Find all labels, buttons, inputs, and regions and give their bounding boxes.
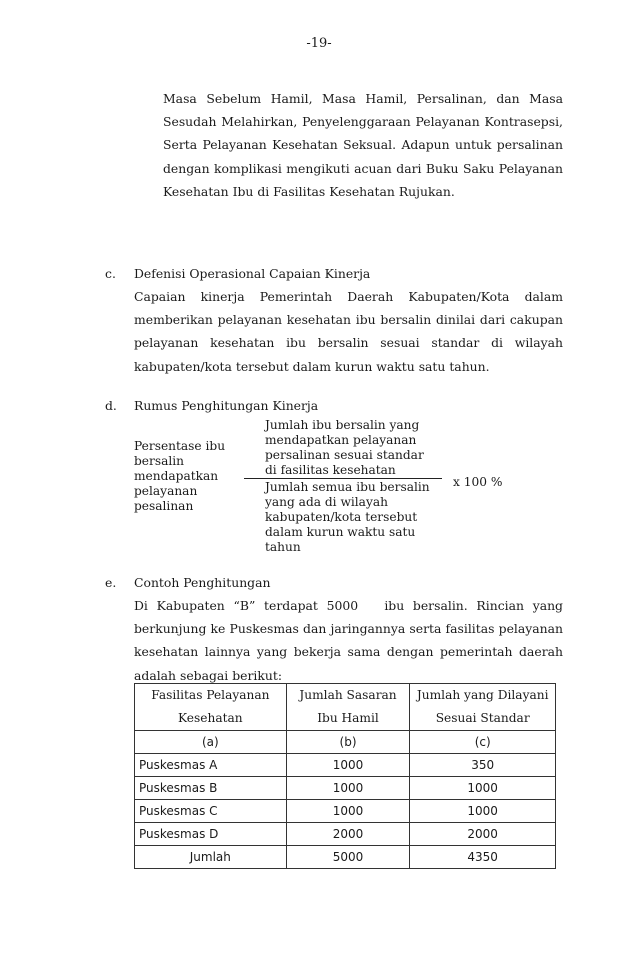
formula-label-line: bersalin — [134, 454, 185, 468]
formula-numerator-line: di fasilitas kesehatan — [265, 463, 396, 477]
table-header-cell — [286, 684, 410, 731]
table-cell-target: 1000 — [286, 777, 410, 800]
table-total-served: 4350 — [410, 846, 556, 869]
table-header-line: Sesuai Standar — [435, 711, 530, 725]
formula-denominator-line: yang ada di wilayah — [265, 495, 388, 509]
section-e-line: kesehatan lainnya yang bekerja sama dengan pemerintah daerah — [134, 644, 563, 660]
table-cell-facility: Puskesmas A — [135, 754, 287, 777]
formula-denominator-line: dalam kurun waktu satu — [265, 525, 416, 539]
formula-denominator-line: tahun — [265, 540, 301, 554]
table-header-row — [135, 684, 556, 731]
formula-numerator-line: persalinan sesuai standar — [265, 448, 424, 462]
table-cell-target: 2000 — [286, 823, 410, 846]
table-header-line: Jumlah Sasaran — [299, 688, 397, 702]
section-e-marker: e. — [105, 575, 117, 590]
table-code-row — [135, 731, 556, 754]
section-d-heading: Rumus Penghitungan Kinerja — [134, 398, 319, 413]
table-cell-target: 1000 — [286, 800, 410, 823]
section-e-line: Di Kabupaten “B” terdapat 5000 ibu bersalin. Rincian yang — [134, 598, 563, 613]
table-code-cell: (c) — [410, 731, 556, 754]
formula-numerator-line: Jumlah ibu bersalin yang — [265, 418, 420, 432]
table-header-line: Jumlah yang Dilayani — [416, 688, 549, 702]
table-code-cell: (b) — [286, 731, 410, 754]
table-cell-served: 350 — [410, 754, 556, 777]
section-c-paragraph — [134, 285, 563, 378]
fraction-line — [244, 478, 442, 479]
table-row — [135, 777, 556, 800]
table-header-cell — [410, 684, 556, 731]
table-header-cell — [135, 684, 287, 731]
formula-label — [134, 439, 244, 514]
page-number: -19- — [306, 36, 332, 51]
section-c-heading: Defenisi Operasional Capaian Kinerja — [134, 266, 371, 281]
section-e-heading: Contoh Penghitungan — [134, 575, 271, 590]
table-row — [135, 754, 556, 777]
table-total-label: Jumlah — [135, 846, 287, 869]
table-cell-facility: Puskesmas D — [135, 823, 287, 846]
table-header-line: Ibu Hamil — [317, 711, 379, 725]
formula-label-line: pesalinan — [134, 499, 194, 513]
intro-line: dengan komplikasi mengikuti acuan dari Buku Saku Pelayanan — [163, 160, 563, 176]
table-row — [135, 800, 556, 823]
section-c-line: Capaian kinerja Pemerintah Daerah Kabupaten/Kota dalam — [134, 289, 563, 304]
formula-multiplier: x 100 % — [453, 475, 503, 489]
formula-numerator-line: mendapatkan pelayanan — [265, 433, 417, 447]
table-header-line: Kesehatan — [178, 711, 243, 725]
table-total-target: 5000 — [286, 846, 410, 869]
section-e-line: adalah sebagai berikut: — [134, 667, 282, 683]
section-c-line: kabupaten/kota tersebut dalam kurun waktu satu tahun. — [134, 358, 490, 374]
formula-label-line: pelayanan — [134, 484, 198, 498]
section-e-line: berkunjung ke Puskesmas dan jaringannya serta fasilitas pelayanan — [134, 621, 563, 637]
facility-table — [134, 683, 556, 869]
section-c-line: memberikan pelayanan kesehatan ibu bersalin dinilai dari cakupan — [134, 312, 563, 328]
section-d-marker: d. — [105, 398, 117, 413]
formula-denominator-line: kabupaten/kota tersebut — [265, 510, 418, 524]
formula-label-line: mendapatkan — [134, 469, 219, 483]
section-c-marker: c. — [105, 266, 116, 281]
table-cell-facility: Puskesmas C — [135, 800, 287, 823]
table-cell-target: 1000 — [286, 754, 410, 777]
intro-line: Serta Pelayanan Kesehatan Seksual. Adapun untuk persalinan — [163, 137, 563, 153]
intro-line: Masa Sebelum Hamil, Masa Hamil, Persalinan, dan Masa — [163, 91, 563, 106]
formula-denominator — [265, 480, 445, 555]
table-code-cell: (a) — [135, 731, 287, 754]
table-header-line: Fasilitas Pelayanan — [151, 688, 270, 702]
section-c-line: pelayanan kesehatan ibu bersalin sesuai standar di wilayah — [134, 335, 563, 351]
table-cell-served: 2000 — [410, 823, 556, 846]
intro-paragraph — [163, 87, 563, 203]
table-row — [135, 823, 556, 846]
table-cell-facility: Puskesmas B — [135, 777, 287, 800]
table-cell-served: 1000 — [410, 800, 556, 823]
table-cell-served: 1000 — [410, 777, 556, 800]
section-e-paragraph — [134, 594, 563, 687]
table-total-row — [135, 846, 556, 869]
formula-denominator-line: Jumlah semua ibu bersalin — [265, 480, 430, 494]
intro-line: Sesudah Melahirkan, Penyelenggaraan Pelayanan Kontrasepsi, — [163, 114, 563, 130]
formula-label-line: Persentase ibu — [134, 439, 226, 453]
formula-numerator — [265, 418, 445, 478]
intro-line: Kesehatan Ibu di Fasilitas Kesehatan Rujukan. — [163, 183, 455, 199]
